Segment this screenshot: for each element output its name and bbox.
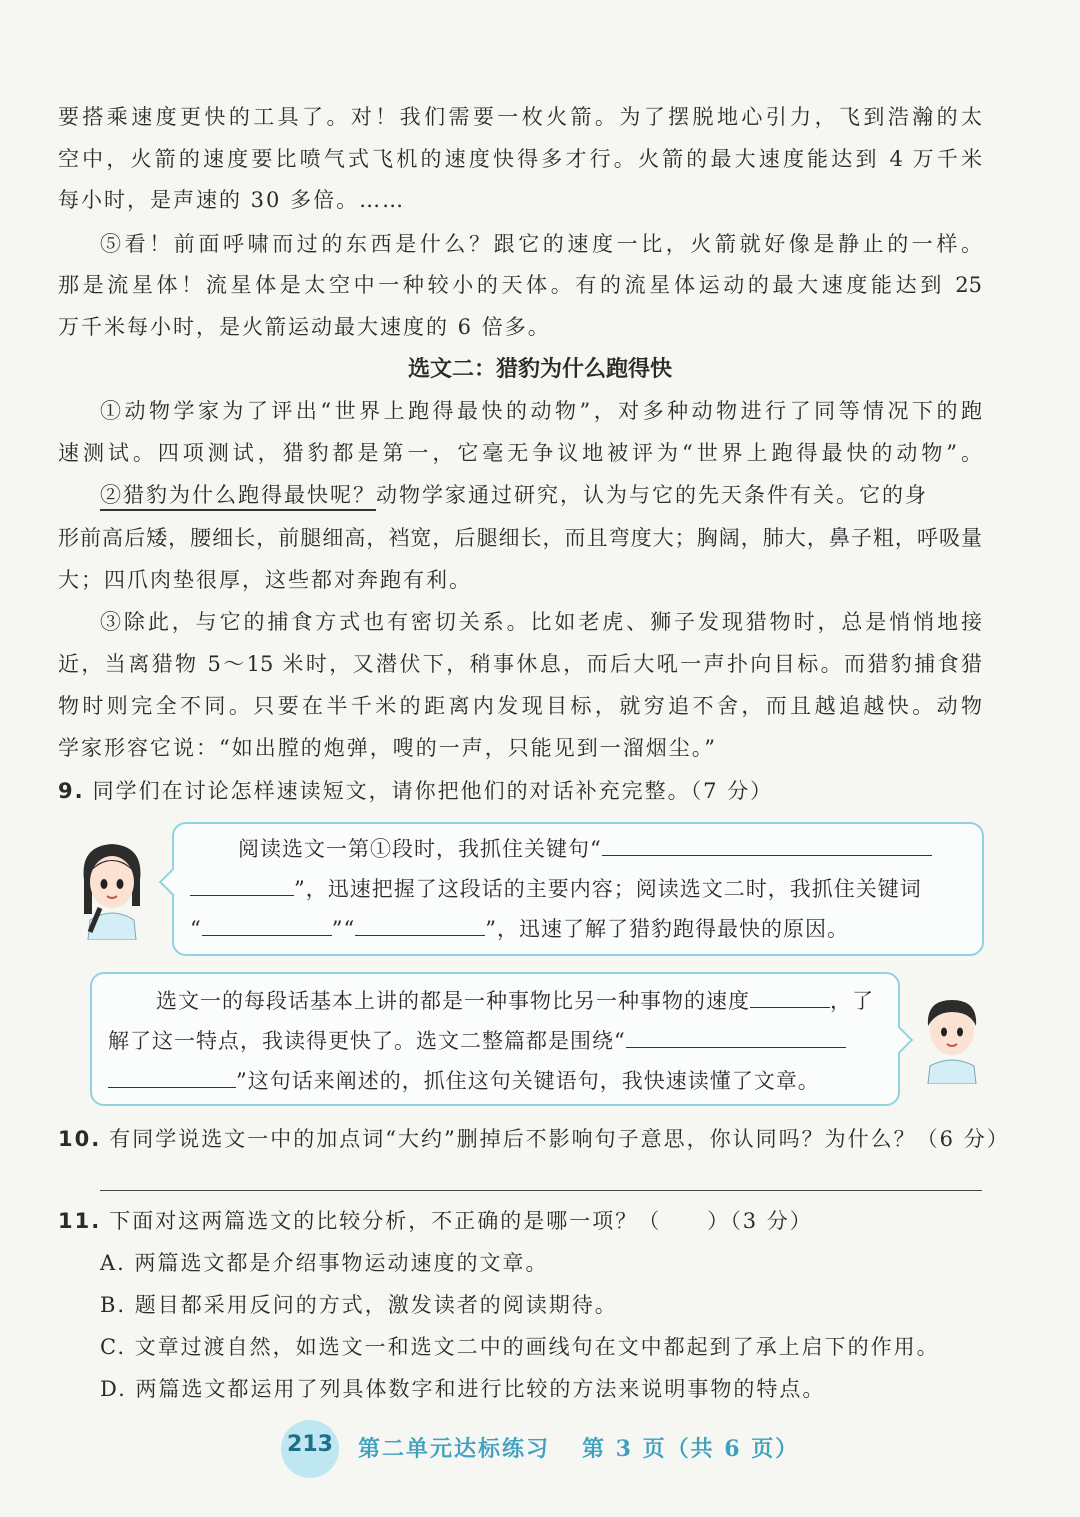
answer-line[interactable] xyxy=(100,1190,982,1191)
question-11 xyxy=(58,1206,982,1236)
answer-blank-3[interactable] xyxy=(202,915,332,936)
bubble1-line3: “ ”“ ”，迅速了解了猎豹跑得最快的原因。 xyxy=(190,917,849,941)
speech-bubble-girl xyxy=(172,822,984,956)
bubble1-line2: ”，迅速把握了这段话的主要内容；阅读选文二时，我抓住关键词 xyxy=(190,874,922,904)
question-text: 有同学说选文一中的加点词“大约”删掉后不影响句子意思，你认同吗？为什么？（6 分） xyxy=(109,1127,1010,1151)
passage-two-p1-line: 速测试。四项测试，猎豹都是第一，它毫无争议地被评为“世界上跑得最快的动物”。 xyxy=(58,441,982,465)
question-9 xyxy=(58,776,982,806)
unit-title: 第二单元达标练习 xyxy=(358,1436,551,1462)
answer-blank-7[interactable] xyxy=(108,1067,236,1088)
option-c[interactable]: C. 文章过渡自然，如选文一和选文二中的画线句在文中都起到了承上启下的作用。 xyxy=(100,1335,940,1359)
paragraph-5-line: 那是流星体！流星体是太空中一种较小的天体。有的流星体运动的最大速度能达到 25 xyxy=(58,273,982,297)
passage-one-line: 空中，火箭的速度要比喷气式飞机的速度快得多才行。火箭的最大速度能达到 4 万千米 xyxy=(58,147,982,171)
underlined-sentence: ②猎豹为什么跑得最快呢？ xyxy=(100,483,376,511)
bubble2-line2: 解了这一特点，我读得更快了。选文二整篇都是围绕“ xyxy=(108,1026,846,1056)
answer-blank-1[interactable] xyxy=(602,835,932,856)
bubble-tail xyxy=(159,868,187,896)
question-number: 9. xyxy=(58,779,85,803)
p2-rest: 动物学家通过研究，认为与它的先天条件有关。它的身 xyxy=(376,483,928,507)
option-a[interactable]: A. 两篇选文都是介绍事物运动速度的文章。 xyxy=(100,1251,549,1275)
passage-two-p2-line: 形前高后矮，腰细长，前腿细高，裆宽，后腿细长，而且弯度大；胸阔，肺大，鼻子粗，呼吸量 xyxy=(58,526,982,550)
question-10 xyxy=(58,1124,1010,1154)
page-number: 213 xyxy=(287,1432,333,1457)
bubble2-line1: 选文一的每段话基本上讲的都是一种事物比另一种事物的速度 ，了 xyxy=(156,989,874,1013)
passage-two-p2-line: 大；四爪肉垫很厚，这些都对奔跑有利。 xyxy=(58,568,472,592)
passage-two-p3-line: 学家形容它说：“如出膛的炮弹，嗖的一声，只能见到一溜烟尘。” xyxy=(58,736,717,760)
option-b[interactable]: B. 题目都采用反问的方式，激发读者的阅读期待。 xyxy=(100,1293,618,1317)
passage-one-line: 每小时，是声速的 30 多倍。…… xyxy=(58,188,406,212)
passage-two-p3-line: ③除此，与它的捕食方式也有密切关系。比如老虎、狮子发现猎物时，总是悄悄地接 xyxy=(100,610,982,634)
passage-two-p3-line: 近，当离猎物 5～15 米时，又潜伏下，稍事休息，而后大吼一声扑向目标。而猎豹捕食猎 xyxy=(58,652,982,676)
paragraph-5-line: 万千米每小时，是火箭运动最大速度的 6 倍多。 xyxy=(58,315,551,339)
speech-bubble-boy xyxy=(90,972,900,1106)
question-number: 10. xyxy=(58,1127,102,1151)
answer-blank-5[interactable] xyxy=(750,987,830,1008)
boy-avatar xyxy=(914,990,990,1084)
passage-two-p2-first-line xyxy=(100,480,982,510)
option-d[interactable]: D. 两篇选文都运用了列具体数字和进行比较的方法来说明事物的特点。 xyxy=(100,1377,826,1401)
bubble-tail xyxy=(885,1026,913,1054)
page-info: 第 3 页（共 6 页） xyxy=(582,1436,800,1462)
question-number: 11. xyxy=(58,1209,102,1233)
girl-avatar xyxy=(70,836,154,940)
answer-blank-2[interactable] xyxy=(190,875,294,896)
bubble2-line3: ”这句话来阐述的，抓住这句关键语句，我快速读懂了文章。 xyxy=(108,1066,820,1096)
bubble1-line1: 阅读选文一第①段时，我抓住关键句“ xyxy=(238,834,932,864)
passage-two-p1-line: ①动物学家为了评出“世界上跑得最快的动物”，对多种动物进行了同等情况下的跑 xyxy=(100,399,982,423)
answer-blank-6[interactable] xyxy=(626,1027,846,1048)
answer-blank-4[interactable] xyxy=(355,915,485,936)
question-text: 下面对这两篇选文的比较分析，不正确的是哪一项？（ ）（3 分） xyxy=(109,1209,813,1233)
passage-two-title: 选文二：猎豹为什么跑得快 xyxy=(407,357,672,382)
question-text: 同学们在讨论怎样速读短文，请你把他们的对话补充完整。（7 分） xyxy=(92,779,774,803)
paragraph-5-line: ⑤看！前面呼啸而过的东西是什么？跟它的速度一比，火箭就好像是静止的一样。 xyxy=(100,232,982,256)
passage-one-line: 要搭乘速度更快的工具了。对！我们需要一枚火箭。为了摆脱地心引力，飞到浩瀚的太 xyxy=(58,105,982,129)
passage-two-p3-line: 物时则完全不同。只要在半千米的距离内发现目标，就穷追不舍，而且越追越快。动物 xyxy=(58,694,982,718)
